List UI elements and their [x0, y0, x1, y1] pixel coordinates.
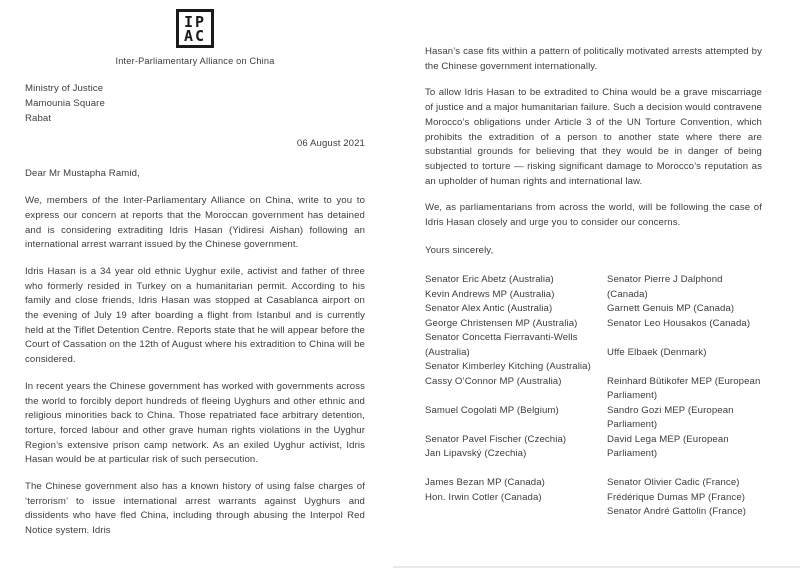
- organization-name: Inter-Parliamentary Alliance on China: [115, 56, 275, 66]
- body-paragraph: To allow Idris Hasan to be extradited to China would be a grave miscarriage of justice and a major humanitarian failure. Such a decision would contravene Morocco’s obligations under Article 3 of the UN Torture Convention, which prohibits the extradition of a person to another state where there are substantial grounds for believing that they would be in danger of being subjected to torture — risking significant damage to Morocco’s reputation as an upholder of human rights and international law.: [425, 87, 762, 187]
- body-paragraph: The Chinese government also has a known history of using false charges of ‘terrorism’ to issue international arrest warrants against Uyghurs and dissidents who have fled China, including through abusing the Interpol Red Notice system. Idris: [25, 481, 365, 537]
- signatories-column-2: [607, 273, 762, 520]
- signatory: Senator Pierre J Dalphond (Canada): [607, 274, 723, 300]
- signatory: Senator André Gattolin (France): [607, 506, 747, 518]
- ipac-logo-text-top: IP: [183, 13, 207, 31]
- recipient-address: [25, 81, 365, 126]
- letterhead: [25, 0, 365, 69]
- letter-page-1: [25, 0, 365, 539]
- signatory: George Christensen MP (Australia): [425, 317, 578, 329]
- signatory: Hon. Irwin Cotler (Canada): [425, 491, 542, 503]
- signatories-list: [425, 273, 762, 520]
- signatory: Senator Concetta Fierravanti-Wells (Australia): [425, 332, 578, 358]
- signatory: Senator Leo Housakos (Canada): [607, 317, 751, 329]
- signatory: Samuel Cogolati MP (Belgium): [425, 404, 559, 416]
- ipac-logo: [176, 9, 214, 48]
- recipient-line: Mamounia Square: [25, 97, 105, 109]
- body-paragraph: Idris Hasan is a 34 year old ethnic Uyghur exile, activist and father of three who formerly resided in Turkey on a humanitarian permit. According to his family and close friends, Idris Hasan was stopped at Casablanca airport on the evening of July 19 after boarding a flight from Istanbul and is currently held at the Tiflet Detention Centre. Reports state that he will appear before the Court of Cassation on the 12th of August where his extradition to China will be considered.: [25, 265, 365, 366]
- signatory-spacer: [425, 389, 599, 404]
- salutation: Dear Mr Mustapha Ramid,: [25, 168, 140, 180]
- signatory: David Lega MEP (European Parliament): [607, 433, 729, 460]
- recipient-line: Ministry of Justice: [25, 82, 104, 94]
- body-paragraph: We, as parliamentarians from across the world, will be following the case of Idris Hasan closely and urge you to consider our concerns.: [425, 202, 762, 229]
- body-paragraph: Hasan’s case fits within a pattern of politically motivated arrests attempted by the Chinese government internationally.: [425, 46, 762, 72]
- signatories-column-1: [425, 273, 607, 520]
- signatory: Kevin Andrews MP (Australia): [425, 288, 555, 300]
- signatory: Cassy O’Connor MP (Australia): [425, 375, 562, 387]
- signatory-spacer: [425, 462, 599, 477]
- signatory-spacer: [607, 360, 762, 375]
- page-bottom-edge: [393, 566, 800, 568]
- signatory: Senator Olivier Cadic (France): [607, 477, 740, 489]
- signatory: Uffe Elbaek (Denmark): [607, 346, 707, 358]
- signatory-spacer: [425, 418, 599, 433]
- letter-page-2: [425, 0, 762, 520]
- signatory: Senator Eric Abetz (Australia): [425, 274, 554, 286]
- signatory: James Bezan MP (Canada): [425, 477, 545, 489]
- signatory: Garnett Genuis MP (Canada): [607, 303, 735, 315]
- letter-date: 06 August 2021: [296, 137, 365, 149]
- signatory: Senator Kimberley Kitching (Australia): [425, 361, 591, 373]
- signatory: Jan Lipavský (Czechia): [425, 448, 527, 460]
- signatory: Sandro Gozi MEP (European Parliament): [607, 404, 734, 431]
- ipac-logo-text-bottom: AC: [183, 27, 207, 45]
- recipient-line: Rabat: [25, 112, 52, 124]
- body-paragraph: We, members of the Inter-Parliamentary Alliance on China, write to you to express our concern at reports that the Moroccan government has detained and is considering extraditing Idris Hasan (Yidiresi Aishan) following an international arrest warrant issued by the Chinese government.: [25, 195, 365, 251]
- signatory: Frédérique Dumas MP (France): [607, 491, 746, 503]
- signatory: Reinhard Bütikofer MEP (European Parliament): [607, 375, 761, 402]
- signatory: Senator Pavel Fischer (Czechia): [425, 433, 567, 445]
- closing: Yours sincerely,: [425, 244, 494, 256]
- signatory-spacer: [607, 331, 762, 346]
- body-paragraph: In recent years the Chinese government has worked with governments across the world to forcibly deport hundreds of fleeing Uyghurs and other ethnic and religious minorities back to China. Those repatriated face arbitrary detention, torture, forced labour and other grave human rights violations in the Uyghur Region’s extensive prison camp network. As an exiled Uyghur activist, Idris Hasan would be at particular risk of such persecution.: [25, 380, 365, 466]
- signatory: Senator Alex Antic (Australia): [425, 303, 553, 315]
- signatory-spacer: [607, 462, 762, 477]
